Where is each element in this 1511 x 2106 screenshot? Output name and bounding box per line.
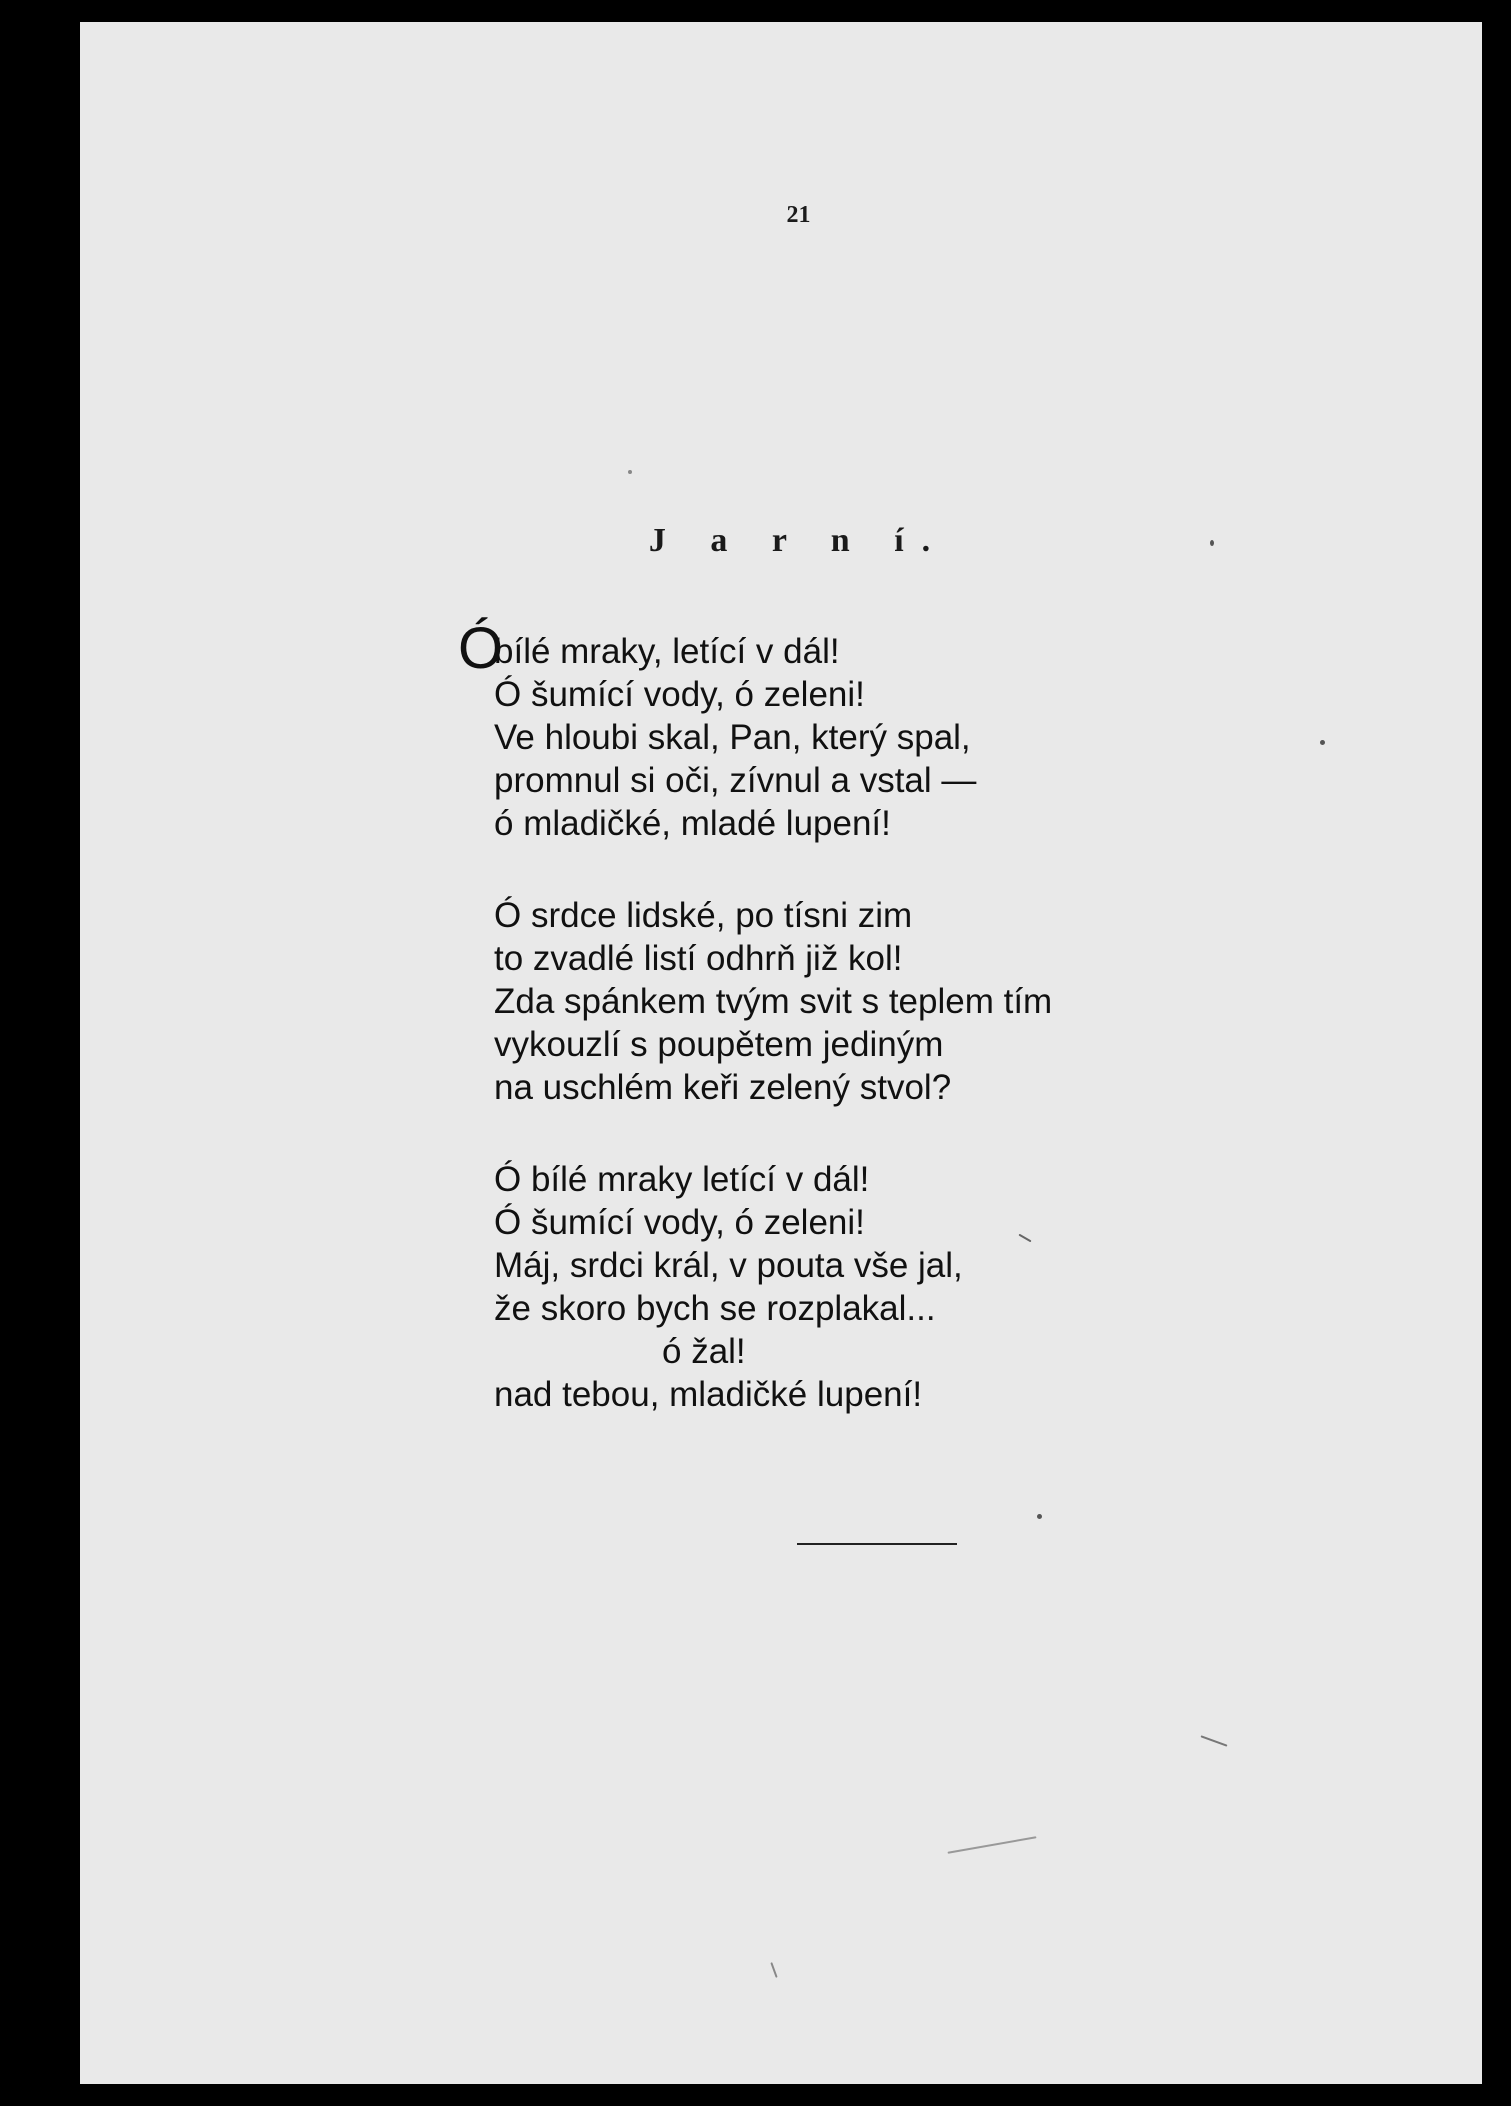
poem-line: nad tebou, mladičké lupení! [494, 1375, 923, 1414]
poem-line: na uschlém keři zelený stvol? [494, 1068, 952, 1107]
poem-line: Zda spánkem tvým svit s teplem tím [494, 982, 1053, 1021]
poem-body [458, 616, 1053, 1465]
poem-line: Ó šumící vody, ó zeleni! [494, 675, 865, 714]
drop-cap: Ó [458, 616, 504, 681]
ink-speck [628, 470, 632, 474]
poem-line: to zvadlé listí odhrň již kol! [494, 939, 903, 978]
stanza-3 [494, 1158, 1052, 1416]
poem-line: vykouzlí s poupětem jediným [494, 1025, 944, 1064]
ink-speck [1037, 1514, 1042, 1519]
poem-line: Ó srdce lidské, po tísni zim [494, 896, 913, 935]
poem-line: Ó šumící vody, ó zeleni! [494, 1203, 865, 1242]
ink-speck [1210, 540, 1214, 546]
poem-line: promnul si oči, zívnul a vstal — [494, 761, 977, 800]
stanza-1 [458, 616, 1052, 845]
ink-speck [770, 1962, 777, 1978]
ink-speck [948, 1836, 1037, 1854]
poem-title: J a r n í. [648, 522, 949, 559]
poem-line-indented: ó žal! [662, 1332, 746, 1371]
end-rule [797, 1543, 957, 1545]
book-page [80, 22, 1482, 2084]
poem-line: Ó bílé mraky letící v dál! [494, 1160, 870, 1199]
page-number: 21 [786, 202, 811, 228]
ink-speck [1201, 1735, 1228, 1746]
poem-line: Máj, srdci král, v pouta vše jal, [494, 1246, 963, 1285]
stanza-2 [494, 894, 1052, 1109]
poem-line: bílé mraky, letící v dál! [494, 632, 840, 671]
poem-line: ó mladičké, mladé lupení! [494, 804, 891, 843]
poem-line: Ve hloubi skal, Pan, který spal, [494, 718, 971, 757]
ink-speck [1320, 740, 1325, 745]
poem-line: že skoro bych se rozplakal... [494, 1289, 936, 1328]
